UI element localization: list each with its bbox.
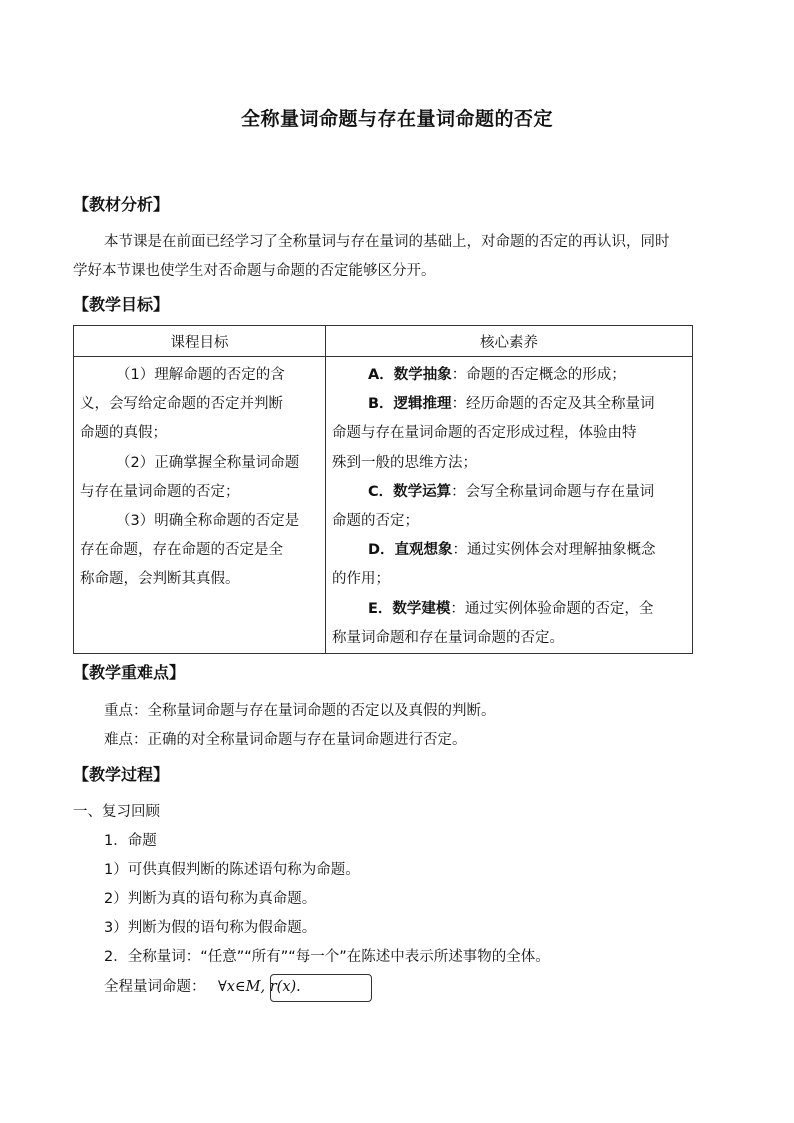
course-goal-line: 与存在量词命题的否定；: [80, 483, 240, 500]
formula-label: 全程量词命题：: [104, 979, 206, 995]
literacy-tag: B．逻辑推理: [368, 396, 452, 413]
literacy-text: ：通过实例体验命题的否定，全: [450, 600, 654, 617]
literacy-text: ：会写全称量词命题与存在量词: [451, 483, 655, 500]
course-goal-line: （1）理解命题的否定的含: [116, 367, 285, 383]
goals-col2-header: 核心素养: [326, 326, 693, 357]
goals-col1-header: 课程目标: [74, 326, 326, 357]
goals-table: [73, 325, 693, 654]
page-title: 全称量词命题与存在量词命题的否定: [240, 108, 553, 130]
formula-box: [270, 974, 372, 1002]
course-goal-line: 称命题，会判断其真假。: [80, 571, 240, 588]
literacy-item-a: [332, 361, 686, 390]
course-goals-cell: [74, 357, 326, 654]
analysis-line-1: 本节课是在前面已经学习了全称量词与存在量词的基础上，对命题的否定的再认识，同时: [104, 234, 670, 250]
section-heading-key-points: 【教学重难点】: [73, 663, 186, 682]
literacy-tag: E．数学建模: [368, 600, 451, 617]
literacy-text: 命题的否定；: [332, 513, 419, 530]
key-point-text: 重点：全称量词命题与存在量词命题的否定以及真假的判断。: [104, 703, 496, 719]
literacy-text: ：通过实例体会对理解抽象概念: [452, 542, 656, 559]
literacy-tag: A．数学抽象: [368, 367, 452, 383]
core-literacy-cell: [326, 357, 693, 654]
course-goal-line: 义，会写给定命题的否定并判断: [80, 396, 283, 413]
section-heading-goals: 【教学目标】: [73, 295, 170, 314]
process-item-2: 2．全称量词：“任意”“所有”“每一个”在陈述中表示所述事物的全体。: [104, 949, 550, 965]
formula-expression: ∀x∈M, r(x).: [218, 979, 301, 995]
process-part-1: 一、复习回顾: [73, 804, 160, 820]
section-heading-analysis: 【教材分析】: [73, 195, 170, 214]
literacy-item-b: [332, 390, 686, 419]
section-heading-process: 【教学过程】: [73, 765, 170, 784]
process-sub-2: 2）判断为真的语句称为真命题。: [104, 891, 317, 907]
literacy-text: ：命题的否定概念的形成；: [451, 367, 626, 383]
literacy-tag: C．数学运算: [368, 483, 452, 500]
process-sub-3: 3）判断为假的语句称为假命题。: [104, 920, 317, 936]
literacy-text: 殊到一般的思维方法；: [332, 454, 477, 471]
course-goal-line: 命题的真假；: [80, 425, 167, 442]
literacy-item-c: [332, 478, 686, 507]
difficult-point-text: 难点：正确的对全称量词命题与存在量词命题进行否定。: [104, 732, 467, 748]
literacy-tag: D．直观想象: [368, 542, 453, 559]
literacy-item-d: [332, 536, 686, 565]
course-goal-line: （2）正确掌握全称量词命题: [116, 454, 300, 471]
course-goal-line: （3）明确全称命题的否定是: [116, 513, 300, 530]
course-goal-line: 存在命题，存在命题的否定是全: [80, 542, 283, 559]
literacy-text: ：经历命题的否定及其全称量词: [451, 396, 655, 413]
literacy-text: 命题与存在量词命题的否定形成过程，体验由特: [332, 425, 637, 442]
literacy-item-e: [332, 595, 686, 624]
process-item-1: 1．命题: [104, 833, 157, 849]
literacy-text: 的作用；: [332, 571, 390, 588]
process-sub-1: 1）可供真假判断的陈述语句称为命题。: [104, 862, 360, 878]
analysis-line-2: 学好本节课也使学生对否命题与命题的否定能够区分开。: [73, 263, 436, 279]
literacy-text: 称量词命题和存在量词命题的否定。: [332, 629, 564, 646]
